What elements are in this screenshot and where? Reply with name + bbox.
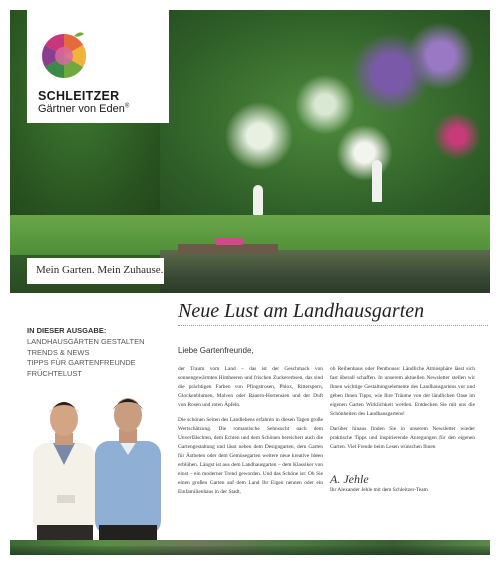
hero-umbrella <box>372 160 382 202</box>
logo-panel <box>27 10 169 123</box>
hero-pond <box>160 250 490 293</box>
issue-contents <box>27 326 167 379</box>
footer-garden-photo <box>10 540 490 555</box>
article-column-left <box>178 365 323 503</box>
brand-subtitle <box>38 103 129 115</box>
article-greeting: Liebe Gartenfreunde, <box>178 346 254 355</box>
article-paragraph: Darüber hinaus finden Sie in unserem Newsletter wieder praktische Tipps und inspirierende Anregungen für den eigenen Garten. Viel Freude beim Lesen wünschen Ihnen <box>330 426 475 450</box>
page-title: Neue Lust am Landhausgarten <box>178 300 425 322</box>
logo-flower-icon <box>38 28 90 80</box>
article-paragraph: der Traum vom Land – das ist der Geschmack von sonnengewärmten Himbeeren und frischen Zuckererbsen, das sind die prächtigen Farben von Pfingstrosen, Phlox, Rittersporn, Glockenblumen, Malven oder Bauern-Hortensien und der Duft von Rosen und roten Äpfeln. <box>178 366 323 408</box>
article-column-right <box>330 365 475 458</box>
hero-flower-beds <box>160 10 490 220</box>
signature-caption: Ihr Alexander Jehle mit dem Schleitzer-Team <box>330 487 428 493</box>
issue-item: LANDHAUSGÄRTEN GESTALTEN <box>27 337 145 346</box>
issue-item: TRENDS & NEWS <box>27 347 90 357</box>
team-photo <box>27 385 167 540</box>
registered-mark: ® <box>124 103 130 110</box>
issue-item: TIPPS FÜR GARTENFREUNDE <box>27 358 136 367</box>
tagline-panel <box>27 258 164 284</box>
person-left <box>33 402 95 540</box>
issue-item: FRÜCHTELUST <box>27 368 83 378</box>
title-divider <box>178 325 488 326</box>
footer-water <box>10 546 490 555</box>
tagline: Mein Garten. Mein Zuhause. <box>36 264 164 276</box>
person-right <box>95 398 161 540</box>
brand-subtitle-text: Gärtner von Eden <box>38 103 125 115</box>
issue-title: IN DIESER AUSGABE: <box>27 326 107 335</box>
hero-deck <box>178 244 278 254</box>
issue-list <box>27 337 167 379</box>
hero-lounger <box>215 238 243 245</box>
article-paragraph: ob Reihenhaus oder Penthouse: Ländliche Atmosphäre lässt sich fast überall schaffen. In unserem aktuellen Newsletter stellen wir Ihnen wichtige Gestaltungselemente des Landhausgartens vor und geben Ihnen Tipps, wie Ihre Träume von der ländlichen Oase im eigenen Garten Wirklichkeit werden. Entdecken Sie mit uns die Schönheiten des Landhausgartens! <box>330 366 475 417</box>
hero-umbrella <box>253 185 263 215</box>
signature: A. Jehle <box>330 472 369 486</box>
article-paragraph: Die schönen Seiten des Landlebens erfahren in diesen Tagen große Wertschätzung. Die romantische Sehnsucht nach dem Unverfälschten, dem Echten und dem Schönen bereichert auch die Gartengestaltung und lässt neben dem Designgarten, dem Garten für Ästheten oder dem Gemüsegarten weitere neue kreative Ideen erblühen. Längst ist aus dem Landhausgarten – dem Klassiker von einst – ein moderner Trend geworden. Und das Schöne ist: Ob Sie einen großen Garten auf dem Land Ihr Eigen nennen oder ein Einfamilienhaus in der Stadt, <box>178 417 323 495</box>
brand-name: SCHLEITZER <box>38 89 120 103</box>
